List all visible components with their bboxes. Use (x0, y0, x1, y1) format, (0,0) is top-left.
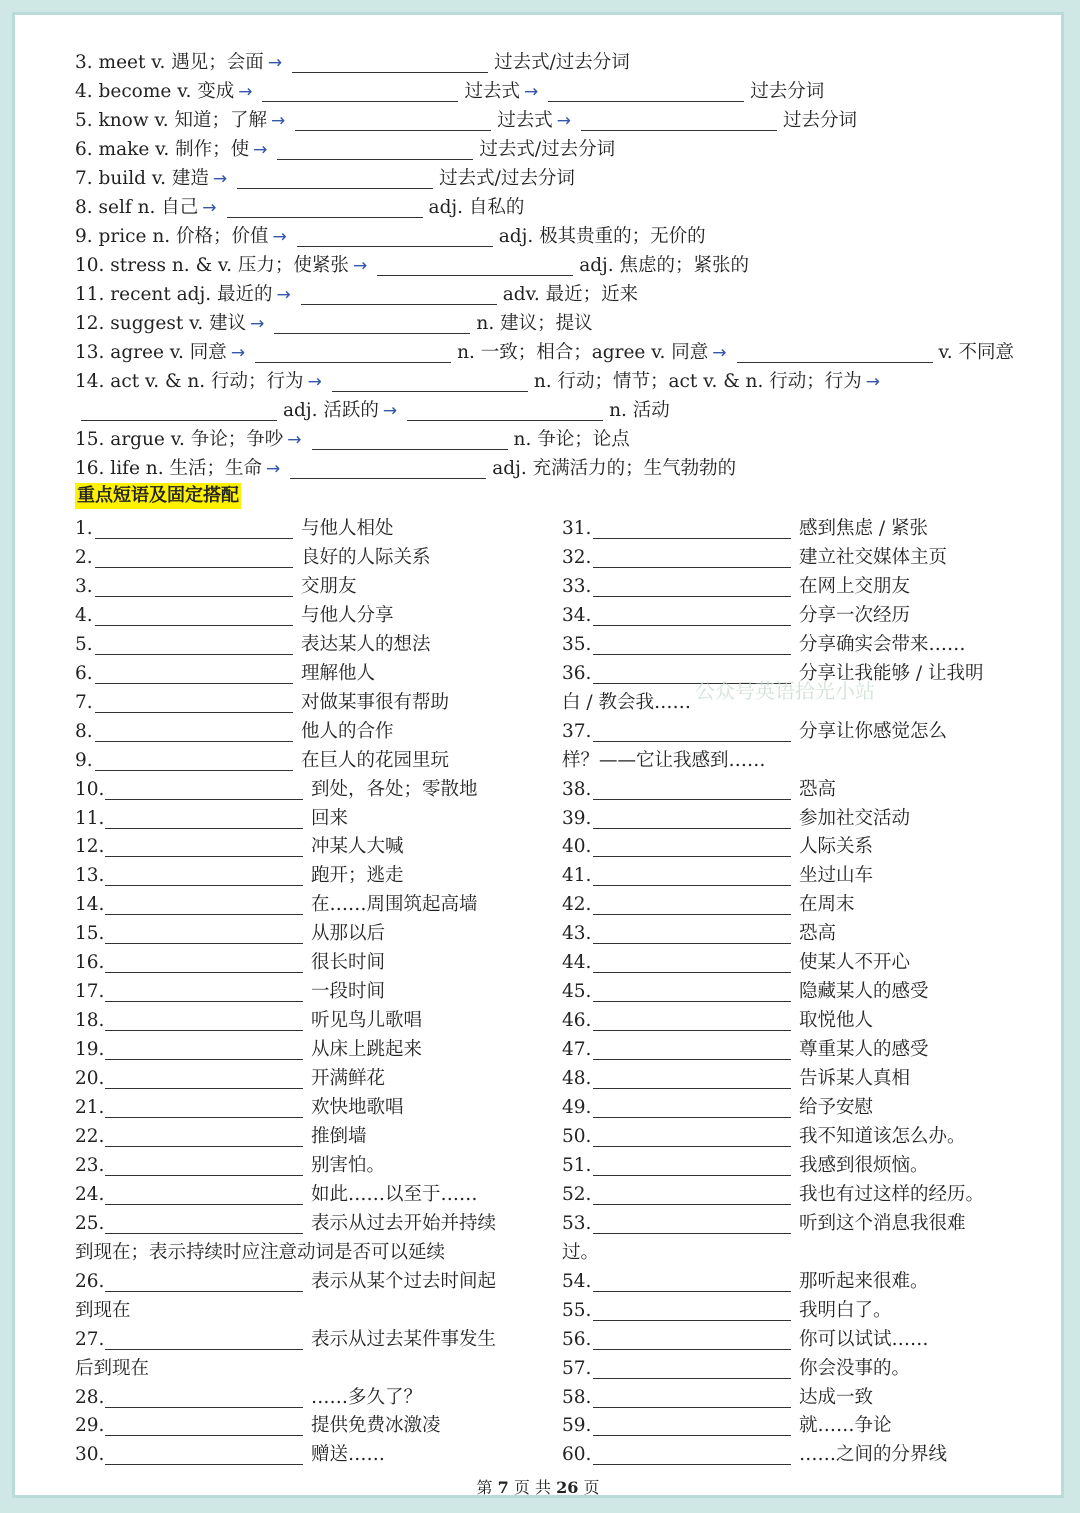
phrase-number: 1. (75, 518, 93, 539)
phrase-meaning: 使某人不开心 (799, 952, 911, 974)
phrase-number: 28. (75, 1386, 105, 1408)
answer-blank[interactable] (290, 460, 486, 479)
arrow-right-icon: → (523, 82, 539, 102)
phrase-number: 11. (75, 807, 105, 829)
phrase-number: 30. (75, 1444, 105, 1466)
vocab-text: n. 行动；情节；act v. & n. 行动；行为 (533, 371, 862, 392)
phrase-meaning: 给予安慰 (799, 1097, 874, 1118)
footer-text-pre: 第 (476, 1478, 493, 1497)
phrase-number: 31. (562, 518, 592, 539)
answer-blank[interactable] (95, 636, 293, 655)
vocab-row (75, 312, 593, 336)
phrase-number: 50. (562, 1125, 592, 1147)
phrase-meaning: 在网上交朋友 (799, 575, 911, 597)
answer-blank[interactable] (593, 1012, 791, 1031)
phrase-meaning: 分享确实会带来…… (799, 633, 966, 655)
phrase-meaning: 坐过山车 (799, 865, 874, 887)
vocab-text: adv. 最近；近来 (502, 284, 639, 305)
answer-blank[interactable] (593, 925, 791, 944)
arrow-right-icon: → (272, 227, 287, 247)
phrase-meaning: 冲某人大喊 (311, 836, 404, 858)
answer-blank[interactable] (105, 1389, 303, 1408)
answer-blank[interactable] (95, 723, 293, 742)
phrase-meaning: ……多久了？ (311, 1386, 423, 1408)
phrase-meaning-continued: 样？——它让我感到…… (562, 749, 766, 771)
vocab-text: 过去分词 (750, 81, 825, 102)
vocab-text: 4. become v. 变成 (75, 81, 235, 102)
vocab-row (75, 254, 749, 278)
phrase-meaning-continued: 后到现在 (75, 1357, 150, 1379)
answer-blank[interactable] (593, 520, 791, 539)
answer-blank[interactable] (593, 1302, 791, 1321)
vocab-text: 10. stress n. & v. 压力；使紧张 (75, 255, 349, 276)
arrow-right-icon: → (712, 343, 727, 363)
phrase-meaning: 推倒墙 (311, 1125, 367, 1147)
answer-blank[interactable] (312, 431, 508, 450)
vocab-text: adj. 充满活力的；生气勃勃的 (492, 458, 737, 479)
arrow-right-icon: → (271, 111, 286, 131)
phrase-meaning: 建立社交媒体主页 (799, 546, 948, 568)
answer-blank[interactable] (105, 810, 303, 829)
phrase-meaning: 我明白了。 (799, 1299, 892, 1321)
vocab-row (75, 341, 1014, 365)
phrase-number: 49. (562, 1097, 592, 1118)
vocab-text: adj. 焦虑的；紧张的 (579, 255, 750, 276)
phrase-number: 4. (75, 604, 93, 626)
phrase-meaning: 在巨人的花园里玩 (301, 749, 450, 771)
vocab-text: 过去式/过去分词 (479, 139, 616, 160)
answer-blank[interactable] (593, 578, 791, 597)
phrase-meaning: 你可以试试…… (799, 1328, 929, 1350)
answer-blank[interactable] (105, 1273, 303, 1292)
vocab-text: n. 一致；相合；agree v. 同意 (457, 342, 709, 363)
answer-blank[interactable] (301, 286, 497, 305)
phrase-meaning-continued: 到现在；表示持续时应注意动词是否可以延续 (75, 1241, 446, 1263)
arrow-right-icon: → (238, 82, 253, 102)
vocab-text: n. 活动 (609, 400, 670, 421)
answer-blank[interactable] (593, 1128, 791, 1147)
phrase-number: 35. (562, 633, 592, 655)
phrase-meaning: 表示从某个过去时间起 (311, 1270, 497, 1292)
vocab-text: 过去式 (497, 110, 553, 131)
phrase-meaning: 就……争论 (799, 1415, 892, 1437)
phrase-number: 44. (562, 952, 592, 974)
answer-blank[interactable] (105, 1128, 303, 1147)
vocab-text: 过去式/过去分词 (439, 168, 575, 189)
phrase-meaning: 在周末 (799, 894, 855, 916)
answer-blank[interactable] (95, 578, 293, 597)
phrase-number: 51. (562, 1154, 592, 1176)
phrase-meaning: 一段时间 (311, 981, 386, 1003)
phrase-meaning: 隐藏某人的感受 (799, 981, 929, 1003)
vocab-row (75, 370, 884, 394)
phrase-meaning: 开满鲜花 (311, 1068, 386, 1090)
phrase-meaning: 交朋友 (301, 575, 357, 597)
answer-blank[interactable] (593, 549, 791, 568)
phrase-meaning: 参加社交活动 (799, 807, 911, 829)
vocab-text: 过去式 (464, 81, 520, 102)
phrase-number: 5. (75, 633, 93, 655)
answer-blank[interactable] (593, 607, 791, 626)
answer-blank[interactable] (105, 1012, 303, 1031)
answer-blank[interactable] (105, 1215, 303, 1234)
answer-blank[interactable] (262, 83, 458, 102)
phrase-number: 40. (562, 836, 592, 858)
phrase-number: 13. (75, 865, 105, 887)
arrow-right-icon: → (212, 169, 228, 189)
phrase-meaning: 如此……以至于…… (311, 1183, 478, 1205)
answer-blank[interactable] (95, 607, 293, 626)
answer-blank[interactable] (81, 402, 277, 421)
answer-blank[interactable] (593, 781, 791, 800)
answer-blank[interactable] (593, 1041, 791, 1060)
answer-blank[interactable] (255, 344, 451, 363)
answer-blank[interactable] (105, 1446, 303, 1465)
phrase-number: 38. (562, 778, 592, 800)
phrase-number: 22. (75, 1125, 105, 1147)
phrase-number: 41. (562, 865, 592, 887)
phrase-number: 6. (75, 662, 93, 684)
answer-blank[interactable] (295, 112, 491, 131)
answer-blank[interactable] (105, 896, 303, 915)
vocab-row (75, 225, 706, 249)
answer-blank[interactable] (593, 1446, 791, 1465)
phrase-meaning: 感到焦虑 / 紧张 (799, 518, 928, 539)
vocab-text: n. 建议；提议 (476, 313, 593, 334)
phrase-number: 45. (562, 981, 592, 1003)
answer-blank[interactable] (105, 867, 303, 886)
answer-blank[interactable] (274, 315, 470, 334)
footer-page-number: 7 (497, 1478, 509, 1497)
answer-blank[interactable] (593, 1157, 791, 1176)
phrase-meaning: 对做某事很有帮助 (301, 691, 450, 713)
phrase-number: 37. (562, 720, 592, 742)
vocab-text: adj. 自私的 (428, 197, 525, 218)
answer-blank[interactable] (593, 723, 791, 742)
vocab-row (75, 167, 575, 191)
footer-text-mid: 页 共 (513, 1478, 551, 1497)
phrase-number: 34. (562, 604, 592, 626)
phrase-meaning: 赠送…… (311, 1444, 386, 1466)
phrase-number: 53. (562, 1212, 592, 1234)
phrase-number: 15. (75, 923, 105, 945)
answer-blank[interactable] (105, 1041, 303, 1060)
answer-blank[interactable] (593, 954, 791, 973)
phrase-number: 20. (75, 1068, 105, 1090)
answer-blank[interactable] (105, 1331, 303, 1350)
phrase-number: 60. (562, 1444, 592, 1466)
phrase-number: 56. (562, 1328, 592, 1350)
phrase-number: 43. (562, 923, 592, 945)
vocab-text: 11. recent adj. 最近的 (75, 284, 273, 305)
answer-blank[interactable] (737, 344, 933, 363)
phrase-meaning: 尊重某人的感受 (799, 1039, 929, 1061)
vocab-text: 5. know v. 知道；了解 (75, 110, 268, 131)
answer-blank[interactable] (105, 1186, 303, 1205)
vocab-text: 7. build v. 建造 (75, 168, 209, 189)
phrase-meaning: 你会没事的。 (799, 1357, 911, 1379)
phrase-meaning: ……之间的分界线 (799, 1444, 948, 1466)
answer-blank[interactable] (581, 112, 777, 131)
phrase-number: 25. (75, 1212, 105, 1234)
page-footer (15, 1475, 1061, 1498)
answer-blank[interactable] (407, 402, 603, 421)
answer-blank[interactable] (548, 83, 744, 102)
answer-blank[interactable] (593, 838, 791, 857)
phrase-meaning: 人际关系 (799, 836, 874, 858)
phrase-meaning: 理解他人 (301, 662, 376, 684)
answer-blank[interactable] (332, 373, 528, 392)
answer-blank[interactable] (593, 1417, 791, 1436)
answer-blank[interactable] (593, 1215, 791, 1234)
phrase-number: 16. (75, 952, 105, 974)
phrase-number: 48. (562, 1068, 592, 1090)
phrase-number: 29. (75, 1415, 105, 1437)
phrase-meaning: 我感到很烦恼。 (799, 1154, 929, 1176)
phrase-number: 12. (75, 836, 105, 858)
vocab-row (75, 283, 638, 307)
footer-total-pages: 26 (556, 1478, 579, 1497)
phrase-number: 47. (562, 1039, 592, 1061)
answer-blank[interactable] (292, 54, 488, 73)
arrow-right-icon: → (307, 372, 322, 392)
phrase-meaning: 表达某人的想法 (301, 633, 431, 655)
vocab-text: 13. agree v. 同意 (75, 342, 227, 363)
vocab-text: n. 争论；论点 (513, 429, 630, 450)
phrase-meaning: 表示从过去某件事发生 (311, 1328, 497, 1350)
answer-blank[interactable] (593, 1273, 791, 1292)
vocab-text: 14. act v. & n. 行动；行为 (75, 371, 304, 392)
vocab-row (75, 428, 630, 452)
phrase-number: 26. (75, 1270, 105, 1292)
phrase-meaning: 与他人分享 (301, 604, 394, 626)
phrase-number: 59. (562, 1415, 592, 1437)
vocab-text: 16. life n. 生活；生命 (75, 458, 262, 479)
phrase-meaning: 别害怕。 (311, 1154, 386, 1176)
phrase-meaning: 那听起来很难。 (799, 1270, 929, 1292)
answer-blank[interactable] (105, 983, 303, 1002)
arrow-right-icon: → (266, 459, 281, 479)
arrow-right-icon: → (276, 285, 291, 305)
phrase-number: 58. (562, 1386, 592, 1408)
vocab-text: adj. 极其贵重的；无价的 (498, 226, 706, 247)
vocab-text: v. 不同意 (938, 342, 1015, 363)
answer-blank[interactable] (227, 199, 423, 218)
answer-blank[interactable] (105, 925, 303, 944)
phrase-number: 55. (562, 1299, 592, 1321)
answer-blank[interactable] (105, 1070, 303, 1089)
phrase-meaning: 达成一致 (799, 1386, 874, 1408)
phrase-number: 32. (562, 546, 592, 568)
arrow-right-icon: → (382, 401, 398, 421)
phrase-meaning: 回来 (311, 807, 349, 829)
vocab-row (75, 51, 630, 75)
phrase-number: 27. (75, 1328, 105, 1350)
vocab-text: 过去式/过去分词 (494, 52, 630, 73)
phrase-meaning: 听到这个消息我很难 (799, 1212, 966, 1234)
phrase-meaning: 他人的合作 (301, 720, 394, 742)
phrase-meaning: 提供免费冰激凌 (311, 1415, 441, 1437)
phrase-number: 10. (75, 778, 105, 800)
phrase-meaning: 跑开；逃走 (311, 865, 404, 887)
answer-blank[interactable] (593, 1360, 791, 1379)
phrase-number: 21. (75, 1097, 105, 1118)
phrase-meaning-continued: 白 / 教会我…… (562, 691, 691, 713)
answer-blank[interactable] (95, 694, 293, 713)
arrow-right-icon: → (287, 430, 302, 450)
answer-blank[interactable] (593, 1099, 791, 1118)
worksheet-page (12, 12, 1064, 1498)
vocab-row (75, 109, 857, 133)
footer-text-post: 页 (583, 1478, 600, 1497)
phrase-meaning: 我不知道该怎么办。 (799, 1125, 966, 1147)
phrase-meaning: 从床上跳起来 (311, 1039, 423, 1061)
phrase-meaning: 恐高 (799, 923, 837, 945)
phrase-meaning: 从那以后 (311, 923, 386, 945)
vocab-row (75, 138, 615, 162)
phrase-number: 14. (75, 894, 105, 916)
phrase-meaning: 恐高 (799, 778, 837, 800)
phrase-meaning: 到处，各处；零散地 (311, 778, 478, 800)
vocab-row (75, 196, 524, 220)
phrase-number: 57. (562, 1357, 592, 1379)
answer-blank[interactable] (593, 1070, 791, 1089)
answer-blank[interactable] (105, 838, 303, 857)
phrase-meaning: 欢快地歌唱 (311, 1097, 404, 1118)
phrase-number: 39. (562, 807, 592, 829)
phrase-meaning: 在……周围筑起高墙 (311, 894, 478, 916)
answer-blank[interactable] (593, 896, 791, 915)
arrow-right-icon: → (250, 314, 265, 334)
phrase-number: 33. (562, 575, 592, 597)
vocab-text: 15. argue v. 争论；争吵 (75, 429, 284, 450)
answer-blank[interactable] (237, 170, 433, 189)
phrase-meaning: 表示从过去开始并持续 (311, 1212, 497, 1234)
phrase-meaning-continued: 过。 (562, 1241, 600, 1263)
answer-blank[interactable] (95, 752, 293, 771)
answer-blank[interactable] (593, 1186, 791, 1205)
arrow-right-icon: → (352, 256, 368, 276)
phrase-meaning: 与他人相处 (301, 518, 394, 539)
phrase-meaning: 分享一次经历 (799, 604, 911, 626)
answer-blank[interactable] (593, 983, 791, 1002)
arrow-right-icon: → (267, 53, 283, 73)
phrase-number: 18. (75, 1010, 105, 1032)
answer-blank[interactable] (105, 1157, 303, 1176)
phrase-meaning: 告诉某人真相 (799, 1068, 911, 1090)
arrow-right-icon: → (230, 343, 246, 363)
vocab-row (75, 80, 824, 104)
arrow-right-icon: → (202, 198, 217, 218)
answer-blank[interactable] (377, 257, 573, 276)
answer-blank[interactable] (95, 549, 293, 568)
phrase-meaning: 分享让我能够 / 让我明 (799, 662, 984, 684)
answer-blank[interactable] (105, 1099, 303, 1118)
phrase-meaning: 分享让你感觉怎么 (799, 720, 948, 742)
answer-blank[interactable] (277, 141, 473, 160)
phrase-meaning: 良好的人际关系 (301, 546, 431, 568)
phrase-number: 2. (75, 546, 93, 568)
phrase-number: 23. (75, 1154, 105, 1176)
answer-blank[interactable] (593, 810, 791, 829)
vocab-text: 3. meet v. 遇见；会面 (75, 52, 264, 73)
vocab-text: 6. make v. 制作；使 (75, 139, 250, 160)
section-heading: 重点短语及固定搭配 (75, 483, 241, 509)
vocab-text: 12. suggest v. 建议 (75, 313, 247, 334)
answer-blank[interactable] (105, 781, 303, 800)
phrase-number: 52. (562, 1183, 592, 1205)
phrase-meaning: 取悦他人 (799, 1010, 874, 1032)
answer-blank[interactable] (105, 1417, 303, 1436)
watermark: 公众号英语拾光小站 (695, 679, 875, 703)
answer-blank[interactable] (105, 954, 303, 973)
vocab-text: 过去分词 (783, 110, 858, 131)
phrase-meaning: 听见鸟儿歌唱 (311, 1010, 423, 1032)
phrase-number: 8. (75, 720, 93, 742)
answer-blank[interactable] (95, 665, 293, 684)
arrow-right-icon: → (556, 111, 572, 131)
vocab-text: 9. price n. 价格；价值 (75, 226, 269, 247)
vocab-text: 8. self n. 自己 (75, 197, 199, 218)
phrase-number: 17. (75, 981, 105, 1003)
phrase-meaning: 我也有过这样的经历。 (799, 1183, 985, 1205)
answer-blank[interactable] (593, 867, 791, 886)
answer-blank[interactable] (95, 520, 293, 539)
phrase-number: 7. (75, 691, 93, 713)
vocab-row (75, 399, 670, 423)
vocab-text: adj. 活跃的 (283, 400, 379, 421)
phrase-meaning-continued: 到现在 (75, 1299, 131, 1321)
phrase-number: 36. (562, 662, 592, 684)
phrase-number: 9. (75, 749, 93, 771)
phrase-number: 3. (75, 575, 93, 597)
answer-blank[interactable] (593, 1389, 791, 1408)
phrase-number: 42. (562, 894, 592, 916)
phrase-number: 46. (562, 1010, 592, 1032)
phrase-number: 19. (75, 1039, 105, 1061)
answer-blank[interactable] (593, 636, 791, 655)
phrase-meaning: 很长时间 (311, 952, 386, 974)
vocab-row (75, 457, 736, 481)
answer-blank[interactable] (297, 228, 493, 247)
arrow-right-icon: → (865, 372, 880, 392)
phrase-number: 24. (75, 1183, 105, 1205)
phrase-number: 54. (562, 1270, 592, 1292)
answer-blank[interactable] (593, 1331, 791, 1350)
arrow-right-icon: → (253, 140, 268, 160)
